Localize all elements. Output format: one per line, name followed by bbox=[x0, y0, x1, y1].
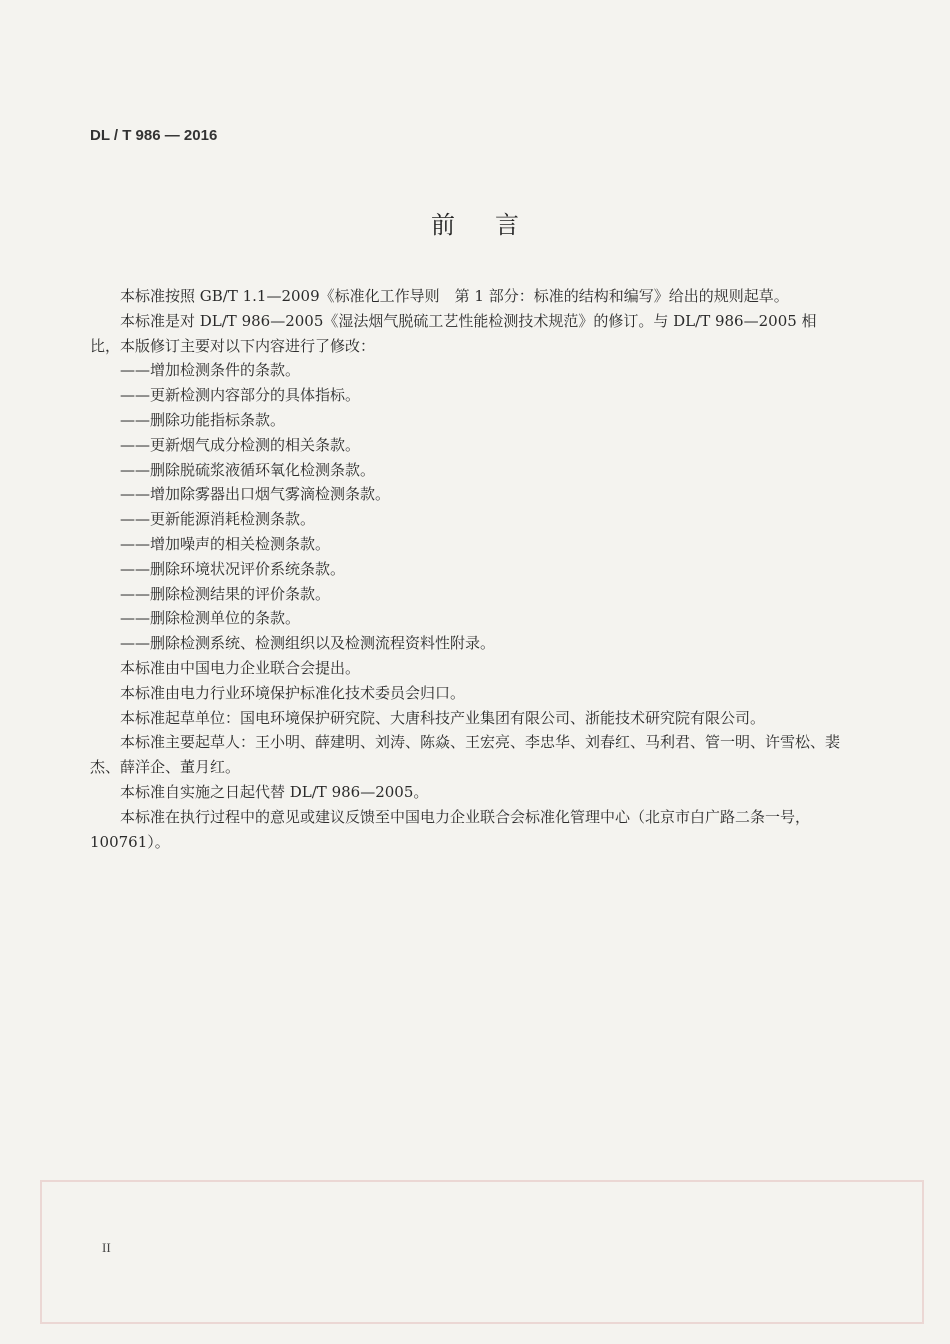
page-number: II bbox=[102, 1240, 111, 1255]
bookstore-stamp bbox=[40, 1180, 924, 1324]
paragraph-2: 本标准是对 DL/T 986—2005《湿法烟气脱硫工艺性能检测技术规范》的修订。与 DL/T 986—2005 相比，本版修订主要对以下内容进行了修改： bbox=[90, 311, 817, 355]
list-item: ——增加噪声的相关检测条款。 bbox=[120, 534, 331, 553]
paragraph-3: 本标准由中国电力企业联合会提出。 bbox=[120, 658, 361, 677]
list-item: ——更新能源消耗检测条款。 bbox=[120, 510, 316, 529]
paragraph-7: 本标准自实施之日起代替 DL/T 986—2005。 bbox=[120, 782, 429, 801]
page-title: 前言 bbox=[431, 211, 559, 239]
standard-code: DL / T 986 — 2016 bbox=[90, 127, 218, 144]
list-item: ——删除检测单位的条款。 bbox=[120, 609, 301, 628]
list-item: ——删除脱硫浆液循环氧化检测条款。 bbox=[120, 460, 376, 479]
list-item: ——删除环境状况评价系统条款。 bbox=[120, 559, 346, 578]
paragraph-1: 本标准按照 GB/T 1.1—2009《标准化工作导则 第 1 部分：标准的结构和编写》给出的规则起草。 bbox=[120, 287, 789, 305]
list-item: ——增加除雾器出口烟气雾滴检测条款。 bbox=[120, 485, 391, 504]
paragraph-6: 本标准主要起草人：王小明、薛建明、刘涛、陈焱、王宏亮、李忠华、刘春红、马利君、管一明、许雪松、裴杰、薛洋企、董月红。 bbox=[90, 733, 841, 777]
list-item: ——更新烟气成分检测的相关条款。 bbox=[120, 435, 361, 454]
paragraph-5: 本标准起草单位：国电环境保护研究院、大唐科技产业集团有限公司、浙能技术研究院有限公司。 bbox=[120, 708, 766, 727]
paragraph-8: 本标准在执行过程中的意见或建议反馈至中国电力企业联合会标准化管理中心（北京市白广路二条一号，100761）。 bbox=[90, 807, 811, 851]
list-item: ——增加检测条件的条款。 bbox=[120, 361, 301, 380]
list-item: ——更新检测内容部分的具体指标。 bbox=[120, 386, 361, 405]
list-item: ——删除功能指标条款。 bbox=[120, 410, 286, 429]
foreword-body bbox=[90, 284, 842, 854]
list-item: ——删除检测系统、检测组织以及检测流程资料性附录。 bbox=[120, 634, 496, 653]
paragraph-4: 本标准由电力行业环境保护标准化技术委员会归口。 bbox=[120, 683, 466, 702]
list-item: ——删除检测结果的评价条款。 bbox=[120, 584, 331, 603]
